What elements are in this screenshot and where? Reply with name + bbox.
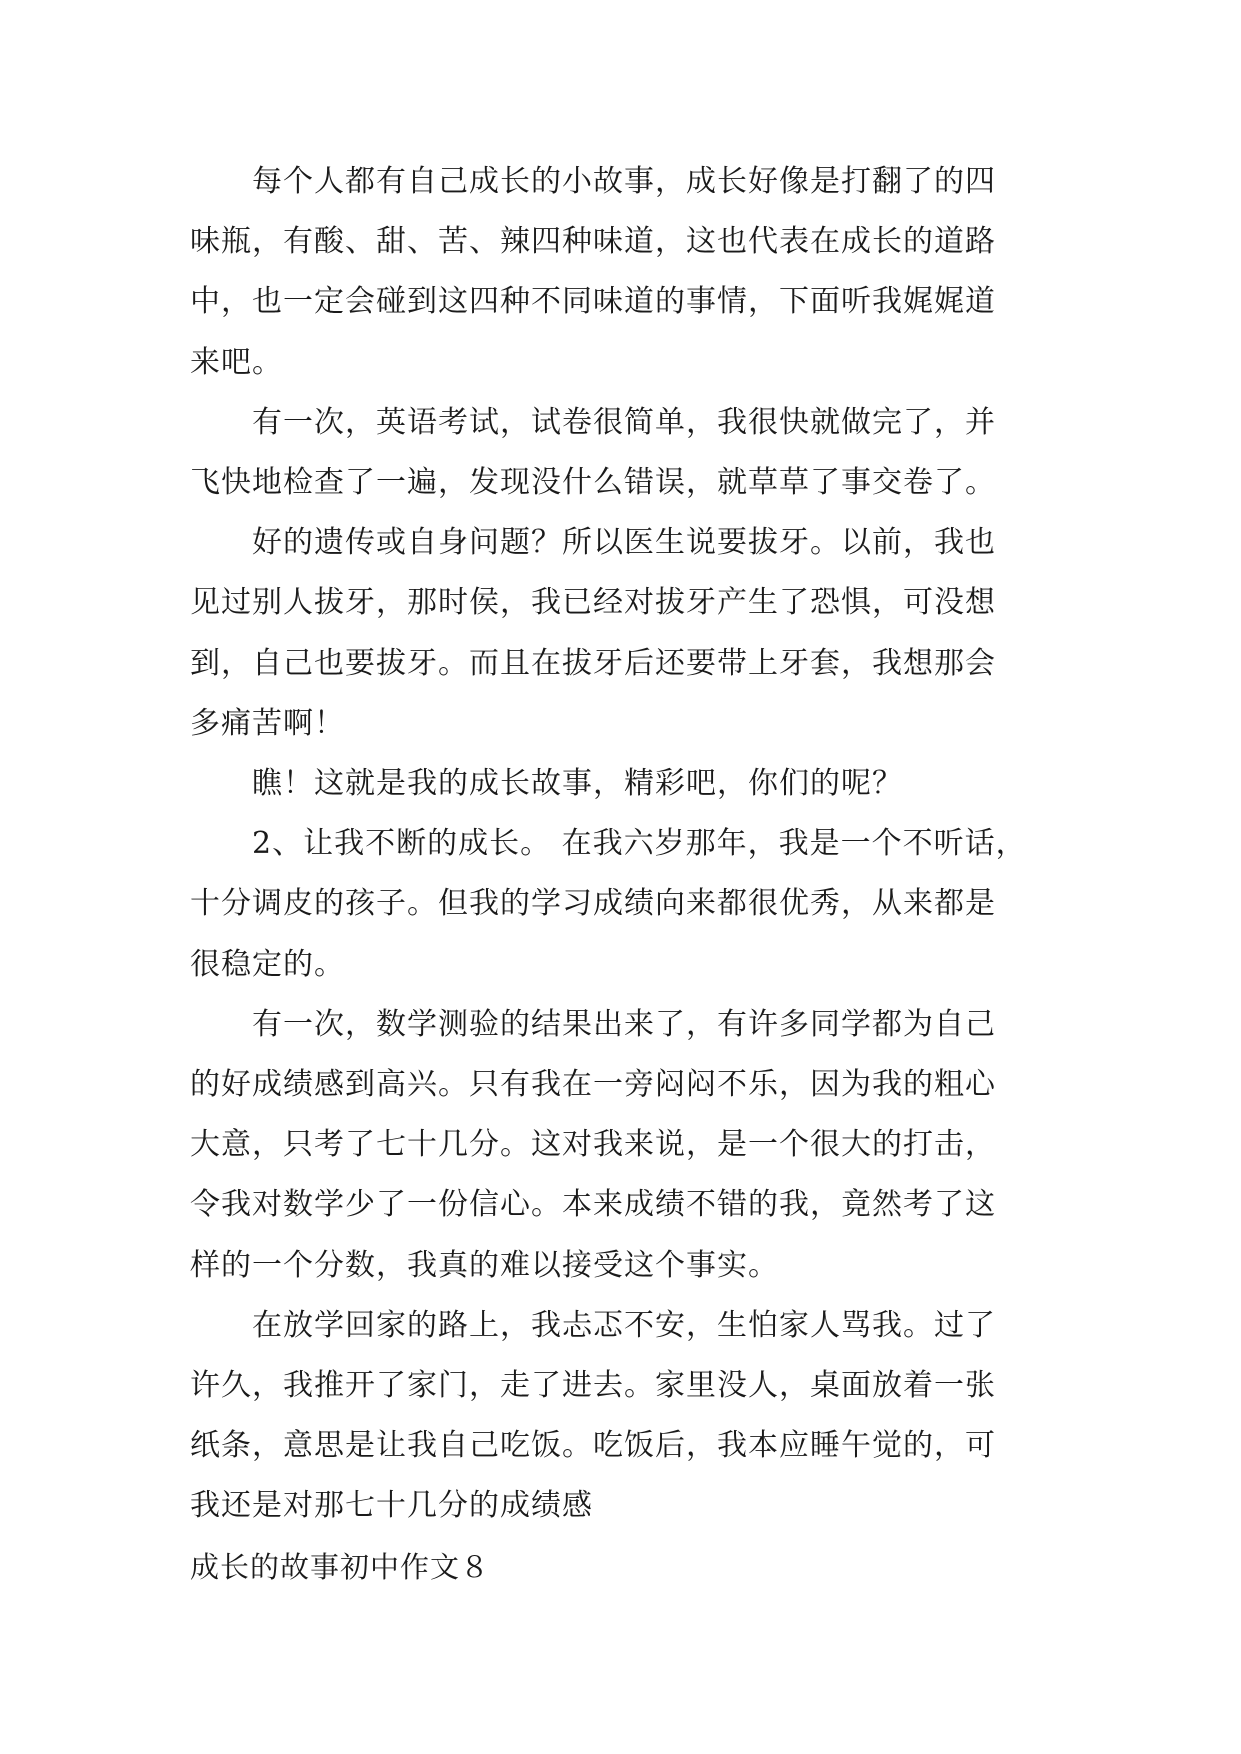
text-line: 2、让我不断的成长。 在我六岁那年，我是一个不听话，: [190, 826, 1027, 862]
text-line: 到，自己也要拔牙。而且在拔牙后还要带上牙套，我想那会: [190, 645, 996, 681]
text-line: 样的一个分数，我真的难以接受这个事实。: [190, 1247, 779, 1283]
text-line: 有一次，英语考试，试卷很简单，我很快就做完了，并: [190, 404, 996, 440]
text-line: 飞快地检查了一遍，发现没什么错误，就草草了事交卷了。: [190, 465, 996, 501]
text-line: 许久，我推开了家门，走了进去。家里没人，桌面放着一张: [190, 1368, 996, 1404]
document-body: [190, 152, 1050, 1597]
text-line: 纸条，意思是让我自己吃饭。吃饭后，我本应睡午觉的，可: [190, 1428, 996, 1464]
text-line: 瞧！这就是我的成长故事，精彩吧，你们的呢？: [190, 766, 903, 802]
text-line: 每个人都有自己成长的小故事，成长好像是打翻了的四: [190, 164, 996, 199]
text-line: 我还是对那七十几分的成绩感: [190, 1488, 593, 1524]
section-heading: 成长的故事初中作文８: [190, 1549, 491, 1584]
text-line: 令我对数学少了一份信心。本来成绩不错的我，竟然考了这: [190, 1187, 996, 1223]
text-line: 中，也一定会碰到这四种不同味道的事情，下面听我娓娓道: [190, 284, 996, 320]
text-line: 十分调皮的孩子。但我的学习成绩向来都很优秀，从来都是: [190, 886, 996, 922]
text-line: 的好成绩感到高兴。只有我在一旁闷闷不乐，因为我的粗心: [190, 1067, 996, 1103]
text-line: 好的遗传或自身问题？所以医生说要拔牙。以前，我也: [190, 525, 996, 561]
text-line: 味瓶，有酸、甜、苦、辣四种味道，这也代表在成长的道路: [190, 224, 996, 260]
text-line: 很稳定的。: [190, 946, 345, 982]
text-line: 大意，只考了七十几分。这对我来说，是一个很大的打击，: [190, 1127, 996, 1163]
text-line: 来吧。: [190, 344, 283, 380]
text-line: 有一次，数学测验的结果出来了，有许多同学都为自己: [190, 1006, 996, 1042]
text-line: 多痛苦啊！: [190, 705, 345, 741]
text-line: 见过别人拔牙，那时侯，我已经对拔牙产生了恐惧，可没想: [190, 585, 996, 621]
text-line: 在放学回家的路上，我忐忑不安，生怕家人骂我。过了: [190, 1307, 996, 1343]
